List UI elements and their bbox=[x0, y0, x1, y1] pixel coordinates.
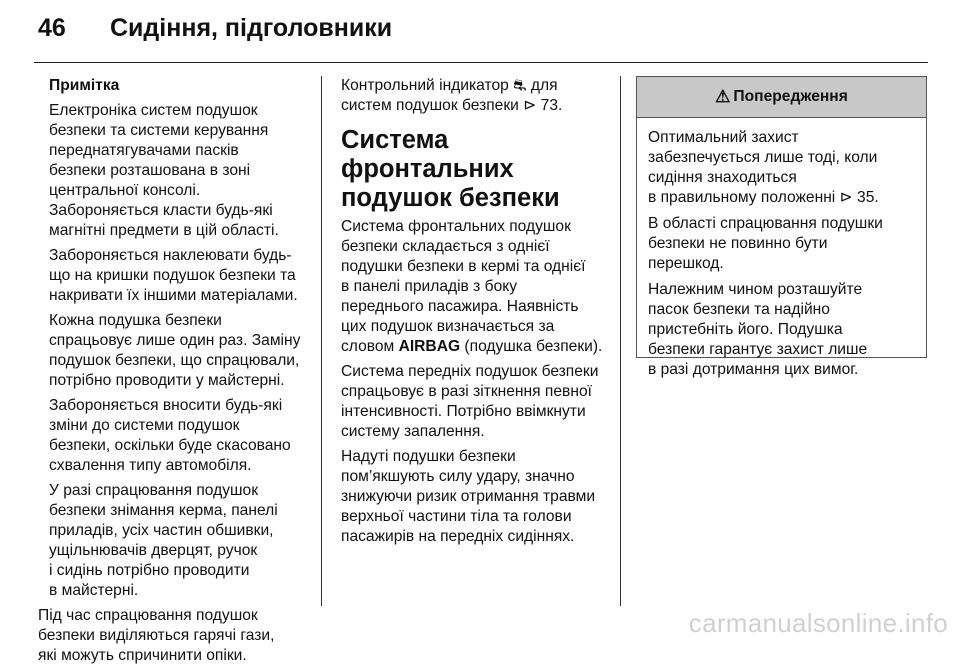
note-paragraph: Забороняється вносити будь-які зміни до системи подушок безпеки, оскільки буде скасовано схвалення типу автомобіля. bbox=[49, 397, 291, 474]
body-text: (подушка безпеки). bbox=[460, 338, 603, 355]
section-heading: Система фронтальних подушок безпеки bbox=[341, 126, 560, 212]
airbag-label: AIRBAG bbox=[398, 338, 461, 355]
page-ref-link[interactable]: 73. bbox=[536, 97, 563, 114]
column-divider bbox=[620, 76, 621, 606]
body-paragraph: Під час спрацювання подушок безпеки виділяються гарячі гази, які можуть спричинити опіки. bbox=[38, 607, 275, 664]
warning-paragraph: Належним чином розташуйте пасок безпеки та надійно пристебніть його. Подушка безпеки гарантує захист лише в разі дотримання цих вимог. bbox=[648, 281, 868, 378]
body-paragraph: Надуті подушки безпеки пом’якшують силу удару, значно знижуючи ризик отримання травми верхньої частини тіла та голови пасажирів на передніх сидіннях. bbox=[341, 448, 596, 545]
note-paragraph: Забороняється наклеювати будь- що на кришки подушок безпеки та накривати їх іншими матеріалами. bbox=[49, 247, 298, 304]
watermark: carmanualsonline.info bbox=[688, 608, 948, 638]
note-paragraph: Кожна подушка безпеки спрацьовує лише один раз. Заміну подушок безпеки, що спрацювали, потрібно проводити у майстерні. bbox=[49, 312, 301, 389]
page-title: Сидіння, підголовники bbox=[110, 14, 393, 42]
warning-lines: Оптимальний захист забезпечується лише тоді, коли сидіння знаходиться bbox=[648, 129, 878, 186]
note-title: Примітка bbox=[49, 77, 120, 94]
note-paragraph: Електроніка систем подушок безпеки та системи керування переднатягувачами пасків безпеки розташована в зоні центральної консолі. Забороняється класти будь-які магнітні предмети в цій області. bbox=[49, 102, 279, 239]
warning-text: в правильному положенні bbox=[648, 189, 840, 206]
warning-header bbox=[637, 77, 926, 118]
body-paragraph: Система передніх подушок безпеки спрацьовує в разі зіткнення певної інтенсивності. Потрібно ввімкнути систему запалення. bbox=[341, 363, 599, 440]
body-lines: Система фронтальних подушок безпеки складається з однієї подушки безпеки в кермі та однієї в панелі приладів з боку переднього пасажира. Наявність цих подушок визначається за bbox=[341, 218, 586, 335]
note-paragraph: У разі спрацювання подушок безпеки знімання керма, панелі приладів, усіх частин обшивки, ущільнювачів дверцят, ручок і сидінь потрібно проводити в майстерні. bbox=[49, 482, 278, 599]
note-block bbox=[38, 76, 306, 601]
warning-paragraph bbox=[648, 128, 916, 208]
page-ref-link[interactable]: 35. bbox=[852, 189, 879, 206]
warning-paragraph: В області спрацювання подушки безпеки не повинно бути перешкод. bbox=[648, 215, 883, 272]
intro-text: для bbox=[526, 77, 558, 94]
header-divider bbox=[34, 62, 928, 63]
body-paragraph bbox=[341, 217, 606, 357]
intro-text: Контрольний індикатор bbox=[341, 77, 514, 94]
warning-body bbox=[637, 118, 926, 380]
intro-text: систем подушок безпеки bbox=[341, 97, 524, 114]
column-divider bbox=[321, 76, 322, 606]
warning-box bbox=[636, 76, 927, 378]
page-ref-arrow-icon: ⊳ bbox=[839, 189, 853, 206]
column-2 bbox=[341, 76, 606, 552]
intro-paragraph bbox=[341, 76, 606, 116]
page-ref-arrow-icon: ⊳ bbox=[523, 97, 537, 114]
page-header bbox=[38, 14, 392, 43]
warning-triangle-icon: ⚠ bbox=[715, 87, 731, 106]
page-number: 46 bbox=[38, 14, 66, 42]
column-1 bbox=[38, 76, 306, 671]
body-text: словом bbox=[341, 338, 399, 355]
warning-title: Попередження bbox=[733, 88, 848, 105]
airbag-indicator-icon: ⛐ bbox=[513, 77, 527, 94]
